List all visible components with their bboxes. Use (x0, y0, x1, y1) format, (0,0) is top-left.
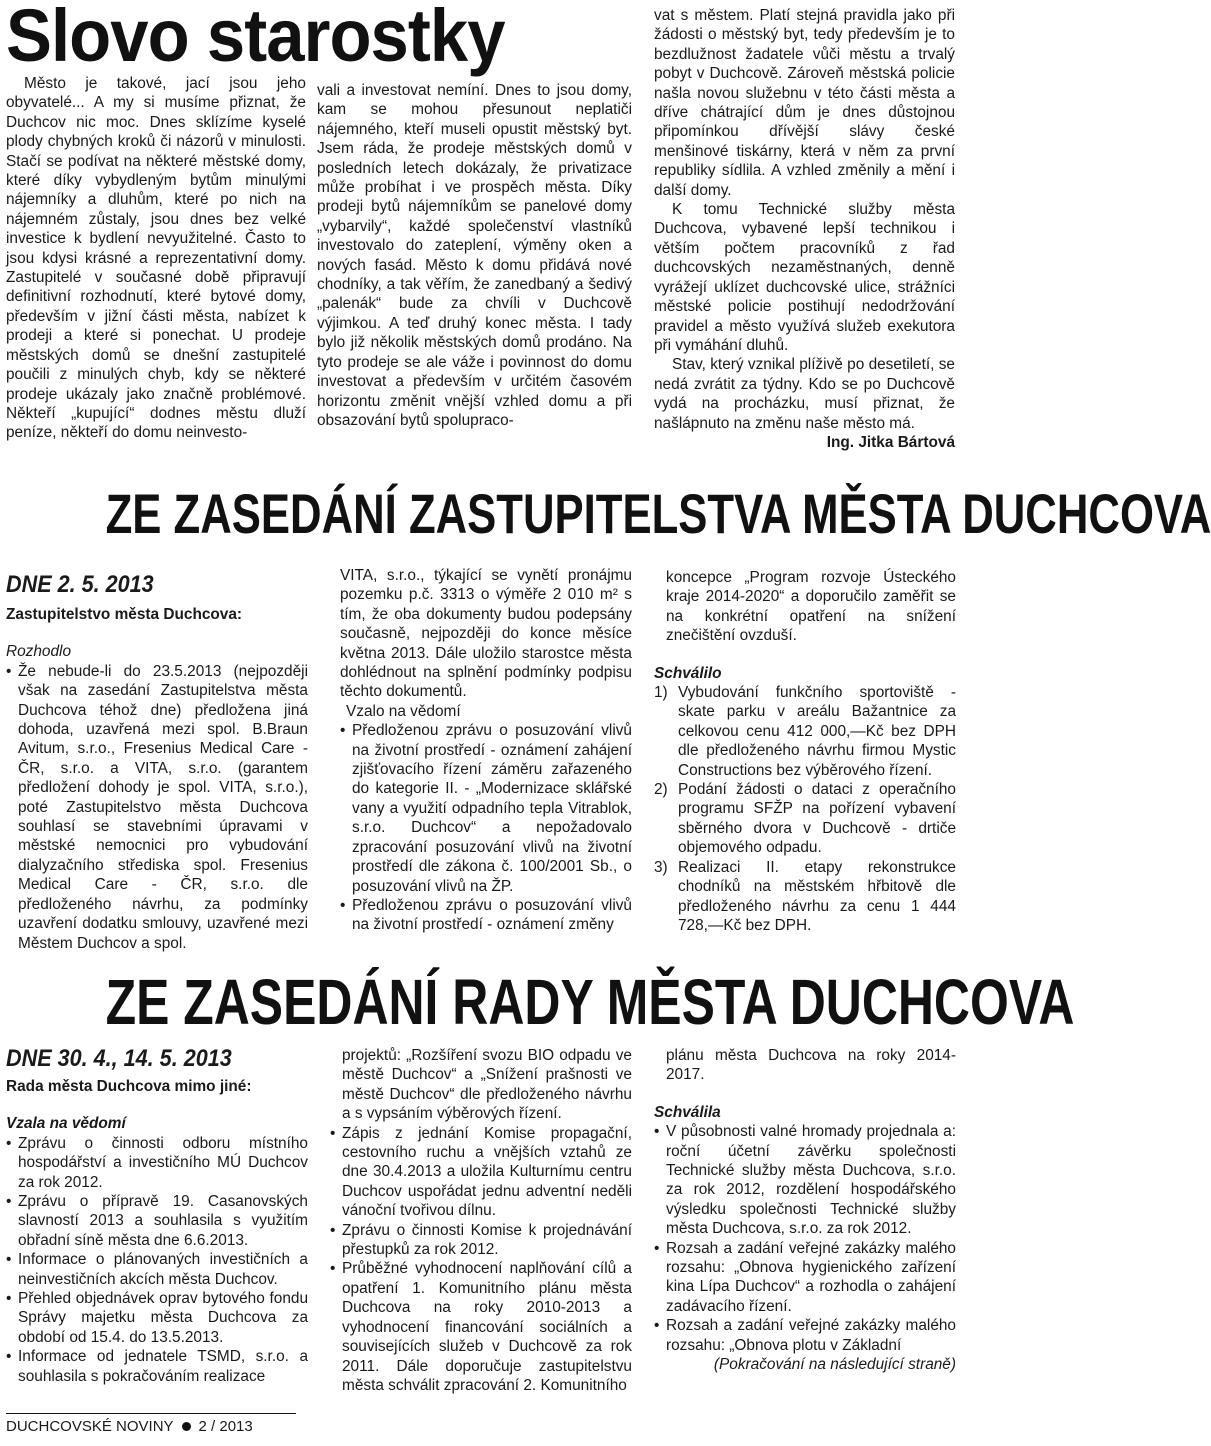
list-item: • Informace od jednatele TSMD, s.r.o. a souhlasila s pokračováním realizace (6, 1347, 308, 1386)
article1-col2-text: vali a investovat nemíní. Dnes to jsou domy, kam se mohou přesunout neplatiči nájemného, kteří museli opustit městský byt. Jsem ráda, že prodeje městských domů v posledních letech dokázaly, že privatizace může probíhat i ve prospěch města. Díky prodeji bytů nájemníkům se panelové domy „vybarvily“, každé společenství vlastníků investovalo do zateplení, výměny oken a nových fasád. Město k domu přidává nové chodníky, a tak věřím, že zanedbaný a šedivý „palenák“ bude za chvíli v Duchcově výjimkou. A teď druhý konec města. I tady bylo již několik městských domů prodáno. Na tyto prodeje se ale váže i povinnost do domu investovat a především v určitém časovém horizontu změnit vnější vzhled domu a při obsazování bytů spolupraco- (317, 82, 632, 429)
list-item: • Informace o plánovaných investičních a neinvestičních akcích města Duchcov. (6, 1250, 308, 1289)
section2-col2 (340, 566, 632, 935)
list-text: Podání žádosti o dataci z operačního programu SFŽP na pořízení vybavení sběrného dvora v Duchcově - drtiče objemového odpadu. (678, 781, 956, 857)
section3-col2-list (330, 1124, 632, 1396)
list-item: • Přehled objednávek oprav bytového fondu Správy majetku města Duchcova za období od 15.4. do 13.5.2013. (6, 1289, 308, 1347)
list-item: • Předloženou zprávu o posuzování vlivů na životní prostředí - oznámení zahájení zjišťovacího řízení záměru zařazeného do kategorie II. - „Modernizace sklářské vany a využití odpadního tepla Vitrablok, s.r.o. Duchcov“ a nepožadovalo zpracování posuzování vlivů na životní prostředí dle zákona č. 100/2001 Sb., o posuzování vlivů na ŽP. (340, 721, 632, 896)
masthead-title: Slovo starostky (6, 0, 505, 77)
section3-date: DNE 30. 4., 14. 5. 2013 (6, 1045, 232, 1072)
footer-rule (6, 1413, 296, 1414)
list-number: 1) (654, 684, 668, 702)
article1-col1 (6, 74, 306, 443)
section2-col2-text: VITA, s.r.o., týkající se vynětí pronájmu pozemku p.č. 3313 o výměře 2 010 m² s tím, že oba dokumenty budou podepsány současně, nejpozději do konce měsíce května 2013. Dále uložilo starostce města dohlédnout na splnění podmínky podpisu těchto dokumentů. (340, 567, 632, 701)
list-item: • V působnosti valné hromady projednala a: roční účetní závěrku společnosti Technické služby města Duchcova, s.r.o. za rok 2012, rozdělení hospodářského výsledku společnosti Technické služby města Duchcova, s.r.o. za rok 2012. (654, 1122, 956, 1238)
section3-subhead: Rada města Duchcova mimo jiné: (6, 1078, 252, 1095)
footer (6, 1417, 253, 1437)
section3-schvalila-list (654, 1122, 956, 1355)
article1-signature: Ing. Jitka Bártová (826, 433, 955, 451)
section3-vzala-label: Vzala na vědomí (6, 1115, 126, 1133)
section2-banner: ZE ZASEDÁNÍ ZASTUPITELSTVA MĚSTA DUCHCOVA (105, 482, 1211, 545)
footer-publication: DUCHCOVSKÉ NOVINY (6, 1418, 174, 1435)
section3-col2 (330, 1046, 632, 1395)
section2-rozhodlo-list (6, 662, 308, 953)
article1-col3-p1: vat s městem. Platí stejná pravidla jako při žádosti o městský byt, tedy především je to bezdlužnost žadatele vůči městu a trvalý pobyt v Duchcově. Zároveň městská policie našla novou služebnu v této části města a dříve chátrající dům je dnes důstojnou připomínkou dřívější slávy české menšinové tiskárny, která v něm za první republiky sídlila. A vzhled změnily a mění i další domy. (654, 7, 955, 199)
list-item: • Zápis z jednání Komise propagační, cestovního ruchu a vnějších vztahů ze dne 30.4.2013 a uložila Kulturnímu centru Duchcov uspořádat jednu adventní neděli vánoční tvořivou dílnu. (330, 1124, 632, 1221)
list-item: • Předloženou zprávu o posuzování vlivů na životní prostředí - oznámení změny (340, 896, 632, 935)
section3-col3-text: plánu města Duchcova na roky 2014-2017. (666, 1047, 956, 1084)
list-item: • Rozsah a zadání veřejné zakázky malého rozsahu: „Obnova plotu v Základní (654, 1316, 956, 1355)
section2-schvalilo-list (654, 683, 956, 935)
section2-date: DNE 2. 5. 2013 (6, 571, 154, 598)
list-number: 2) (654, 781, 668, 799)
section3-col3 (654, 1046, 956, 1375)
continued-note: (Pokračování na následující straně) (713, 1356, 956, 1374)
section2-vzalo-list (340, 721, 632, 934)
section2-rozhodlo-label: Rozhodlo (6, 643, 72, 661)
section3-col1 (6, 1045, 308, 1386)
article1-col3 (654, 6, 955, 452)
list-item: • Zprávu o činnosti odboru místního hospodářství a investičního MÚ Duchcov za rok 2012. (6, 1134, 308, 1192)
section3-vzala-list (6, 1134, 308, 1386)
list-item (654, 858, 956, 936)
list-text: Realizaci II. etapy rekonstrukce chodníků na městském hřbitově dle předloženého návrhu za cenu 1 444 728,—Kč bez DPH. (678, 858, 956, 934)
list-item: • Zprávu o činnosti Komise k projednávání přestupků za rok 2012. (330, 1221, 632, 1260)
list-number: 3) (654, 858, 668, 876)
section3-col2-text: projektů: „Rozšíření svozu BIO odpadu ve městě Duchcov“ a „Snížení prašnosti ve městě Duchcov“ dle předloženého návrhu a s vypsáním výběrových řízení. (342, 1047, 632, 1123)
list-item: • Že nebude-li do 23.5.2013 (nejpozději však na zasedání Zastupitelstva města Duchcova téhož dne) předložena jiná dohoda, uzavřená mezi spol. B.Braun Avitum, s.r.o., Fresenius Medical Care - ČR, s.r.o. a VITA, s.r.o. (garantem předložení dohody je spol. VITA, s.r.o.), poté Zastupitelstvo města Duchcova souhlasí se stavebními úpravami v městské nemocnici pro vybudování dialyzačního střediska spol. Fresenius Medical Care - ČR, s.r.o. dle předloženého návrhu, za podmínky uzavření dodatku smlouvy, uzavřené mezi Městem Duchcov a spol. (6, 662, 308, 953)
list-item: • Zprávu o přípravě 19. Casanovských slavností 2013 a souhlasila s využitím obřadní síně města dne 6.6.2013. (6, 1192, 308, 1250)
article1-col3-p3: Stav, který vznikal plíživě po desetiletí, se nedá zvrátit za týdny. Kdo se po Duchcově vydá na procházku, musí přiznat, že našlápnuto na změnu naše město má. (654, 356, 955, 432)
list-item: • Průběžné vyhodnocení naplňování cílů a opatření 1. Komunitního plánu města Duchcova na roky 2010-2013 a vyhodnocení financování sociálních a souvisejících služeb v Duchcově za rok 2011. Dále doporučuje zastupitelstvu města schválit zpracování 2. Komunitního (330, 1259, 632, 1395)
section2-vzalo-label: Vzalo na vědomí (346, 702, 461, 720)
article1-col1-text: Město je takové, jací jsou jeho obyvatelé... A my si musíme přiznat, že Duchcov nic moc. Dnes sklízíme kyselé plody chybných kroků či názorů v minulosti. Stačí se podívat na některé městské domy, které díky vybydleným bytům minulými nájemníky a dluhům, které po nich na nájemném zůstaly, jsou dnes bez velké investice k bydlení nevyužitelné. Často to jsou kdysi krásné a reprezentativní domy. Zastupitelé v současné době připravují definitivní rozhodnutí, které bytové domy, především v jižní části města, nabízet k prodeji a které si ponechat. U prodeje městských domů se dnešní zastupitelé poučili z minulých chyb, kdy se některé prodeje ukázaly jako značně problémové. Někteří „kupující“ dodnes městu dluží peníze, někteří do domu neinvesto- (6, 75, 306, 442)
article1-col2 (317, 81, 632, 430)
list-item: • Rozsah a zadání veřejné zakázky malého rozsahu: „Obnova hygienického zařízení kina Lípa Duchcov“ a rozhodla o zahájení zadávacího řízení. (654, 1239, 956, 1317)
article1-col3-p2: K tomu Technické služby města Duchcova, vybavené lepší technikou i větším počtem pracovníků z řad duchcovských nezaměstnaných, denně vyrážejí uklízet duchcovské ulice, strážníci městské policie postihují nedodržování pravidel a město využívá služeb exekutora při vymáhání dluhů. (654, 201, 955, 354)
section2-col1 (6, 571, 308, 953)
bullet-icon (182, 1422, 191, 1431)
list-item (654, 780, 956, 858)
section2-col3-text: koncepce „Program rozvoje Ústeckého kraje 2014-2020“ a doporučilo zaměřit se na konkrétní opatření na snížení znečištění ovzduší. (666, 569, 956, 645)
section2-subhead: Zastupitelstvo města Duchcova: (6, 606, 243, 623)
list-text: Vybudování funkčního sportoviště - skate parku v areálu Bažantnice za celkovou cenu 412 000,—Kč bez DPH dle předloženého návrhu firmou Mystic Constructions bez výběrového řízení. (678, 684, 956, 779)
section3-banner: ZE ZASEDÁNÍ RADY MĚSTA DUCHCOVA (105, 966, 1075, 1038)
footer-issue: 2 / 2013 (198, 1418, 253, 1435)
section2-schvalilo-label: Schválilo (654, 664, 722, 682)
section3-schvalila-label: Schválila (654, 1103, 721, 1121)
section2-col3 (654, 568, 956, 935)
list-item (654, 683, 956, 780)
